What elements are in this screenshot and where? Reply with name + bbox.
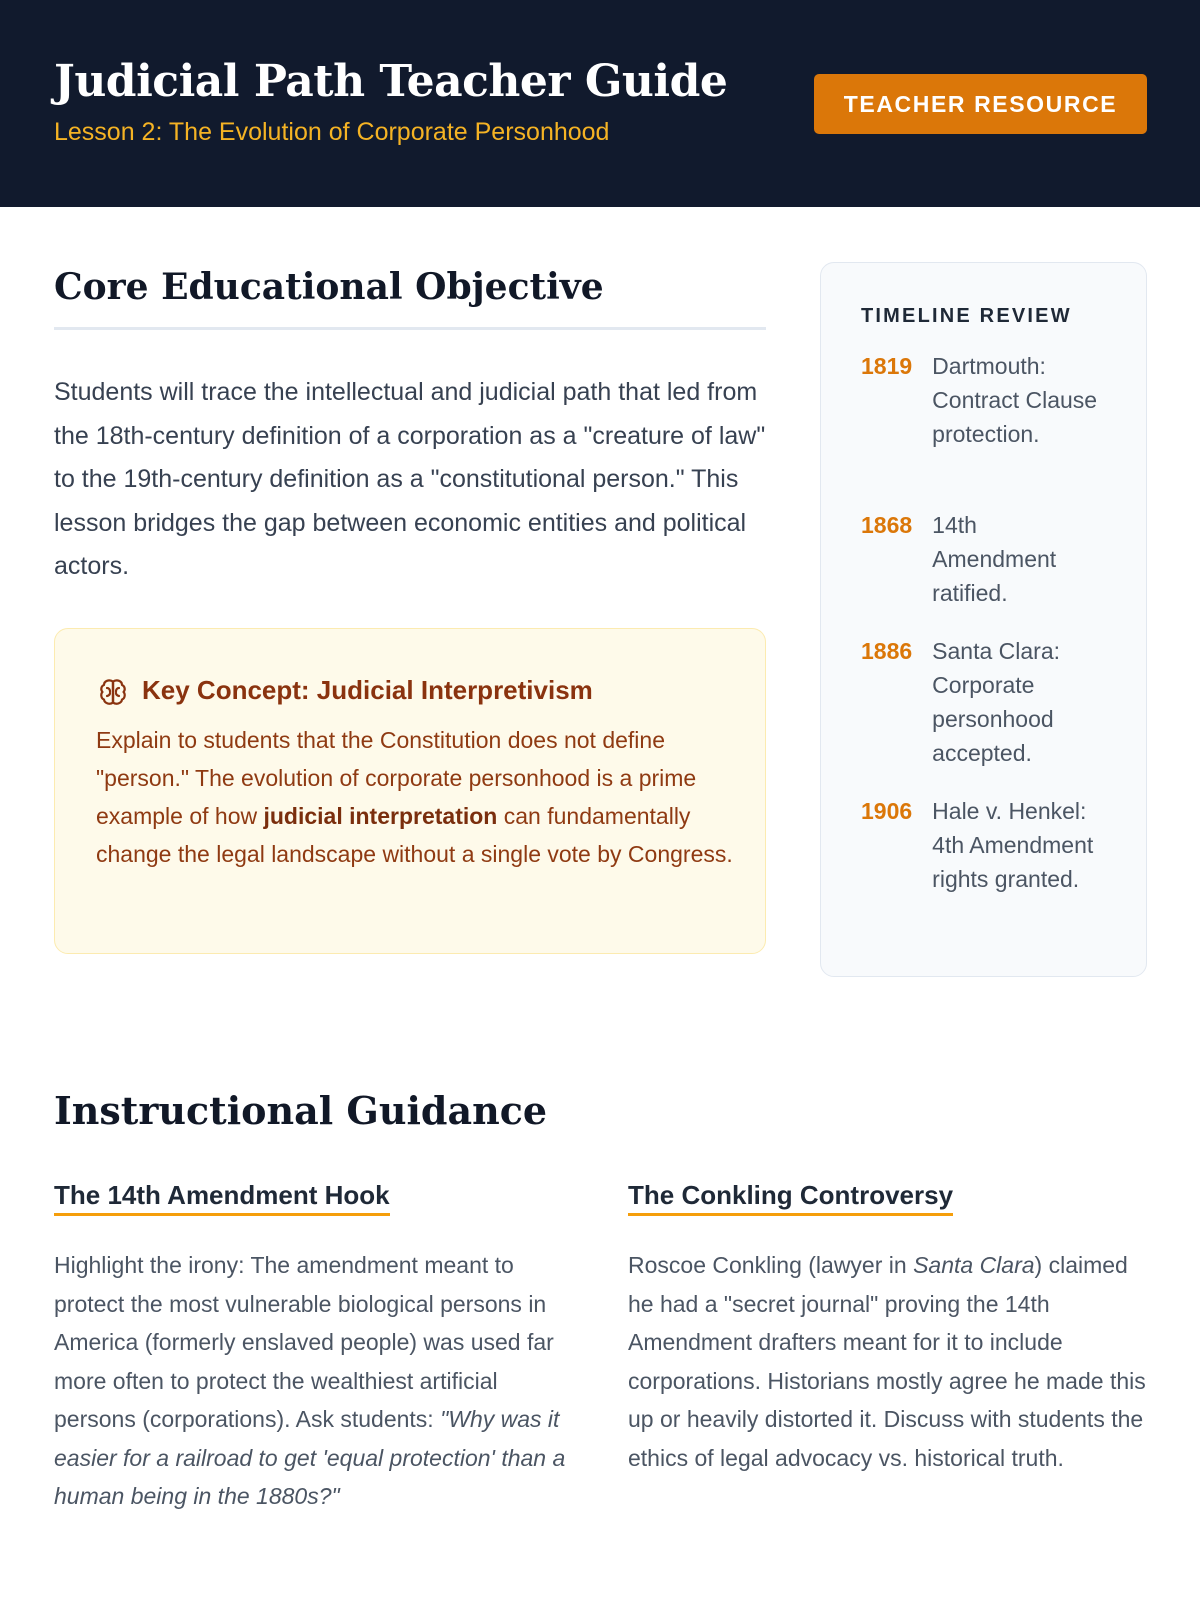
timeline-item (861, 349, 1131, 451)
lesson-subtitle: Lesson 2: The Evolution of Corporate Personhood (54, 118, 610, 146)
hook-body (54, 1246, 574, 1516)
key-concept-callout (54, 628, 766, 954)
timeline-item (861, 794, 1131, 896)
timeline-review-panel (820, 262, 1147, 977)
guidance-column-conkling (628, 1180, 1148, 1477)
timeline-event: Dartmouth: Contract Clause protection. (932, 353, 1098, 447)
timeline-item (861, 634, 1131, 770)
key-concept-title: Key Concept: Judicial Interpretivism (142, 675, 593, 705)
timeline-event: 14th Amendment ratified. (932, 512, 1057, 606)
objective-divider (54, 327, 766, 330)
key-concept-text-end: can fundamentally change the legal landscape without a single vote by Congress. (96, 803, 733, 867)
timeline-item (861, 508, 1131, 610)
conkling-text: Roscoe Conkling (lawyer in (628, 1252, 914, 1278)
timeline-event: Santa Clara: Corporate personhood accepted. (932, 638, 1061, 766)
timeline-year: 1886 (861, 638, 913, 664)
conkling-text-end: ) claimed he had a "secret journal" proving the 14th Amendment drafters meant for it to include corporations. Historians mostly agree he made this up or heavily distorted it. Discuss with students the ethics of legal advocacy vs. historical truth. (628, 1252, 1146, 1471)
teacher-resource-badge: TEACHER RESOURCE (814, 74, 1147, 134)
page-title: Judicial Path Teacher Guide (54, 56, 728, 107)
key-concept-emphasis: judicial interpretation (263, 803, 498, 829)
conkling-title: The Conkling Controversy (628, 1180, 953, 1216)
page-header (0, 0, 1200, 207)
guidance-column-hook (54, 1180, 574, 1516)
brain-icon (97, 676, 129, 708)
timeline-event: Hale v. Henkel: 4th Amendment rights granted. (932, 798, 1094, 892)
objective-paragraph: Students will trace the intellectual and judicial path that led from the 18th-century definition of a corporation as a "creature of law" to the 19th-century definition as a "constitutional person." This lesson bridges the gap between economic entities and political actors. (54, 378, 766, 580)
key-concept-body (96, 721, 736, 873)
timeline-year: 1819 (861, 353, 913, 379)
timeline-heading: TIMELINE REVIEW (861, 305, 1072, 327)
guidance-heading: Instructional Guidance (54, 1088, 548, 1133)
objective-heading: Core Educational Objective (54, 266, 604, 308)
timeline-year: 1906 (861, 798, 913, 824)
hook-text: Highlight the irony: The amendment meant to protect the most vulnerable biological persons in America (formerly enslaved people) was used far more often to protect the wealthiest artificial persons (corporations). Ask students: (54, 1252, 554, 1432)
conkling-case-name: Santa Clara (913, 1252, 1035, 1278)
hook-question: "Why was it easier for a railroad to get 'equal protection' than a human being in the 1880s?" (54, 1406, 566, 1509)
timeline-year: 1868 (861, 512, 913, 538)
key-concept-text: Explain to students that the Constitution does not define "person." The evolution of corporate personhood is a prime example of how (96, 727, 697, 829)
conkling-body (628, 1246, 1148, 1477)
hook-title: The 14th Amendment Hook (54, 1180, 390, 1216)
